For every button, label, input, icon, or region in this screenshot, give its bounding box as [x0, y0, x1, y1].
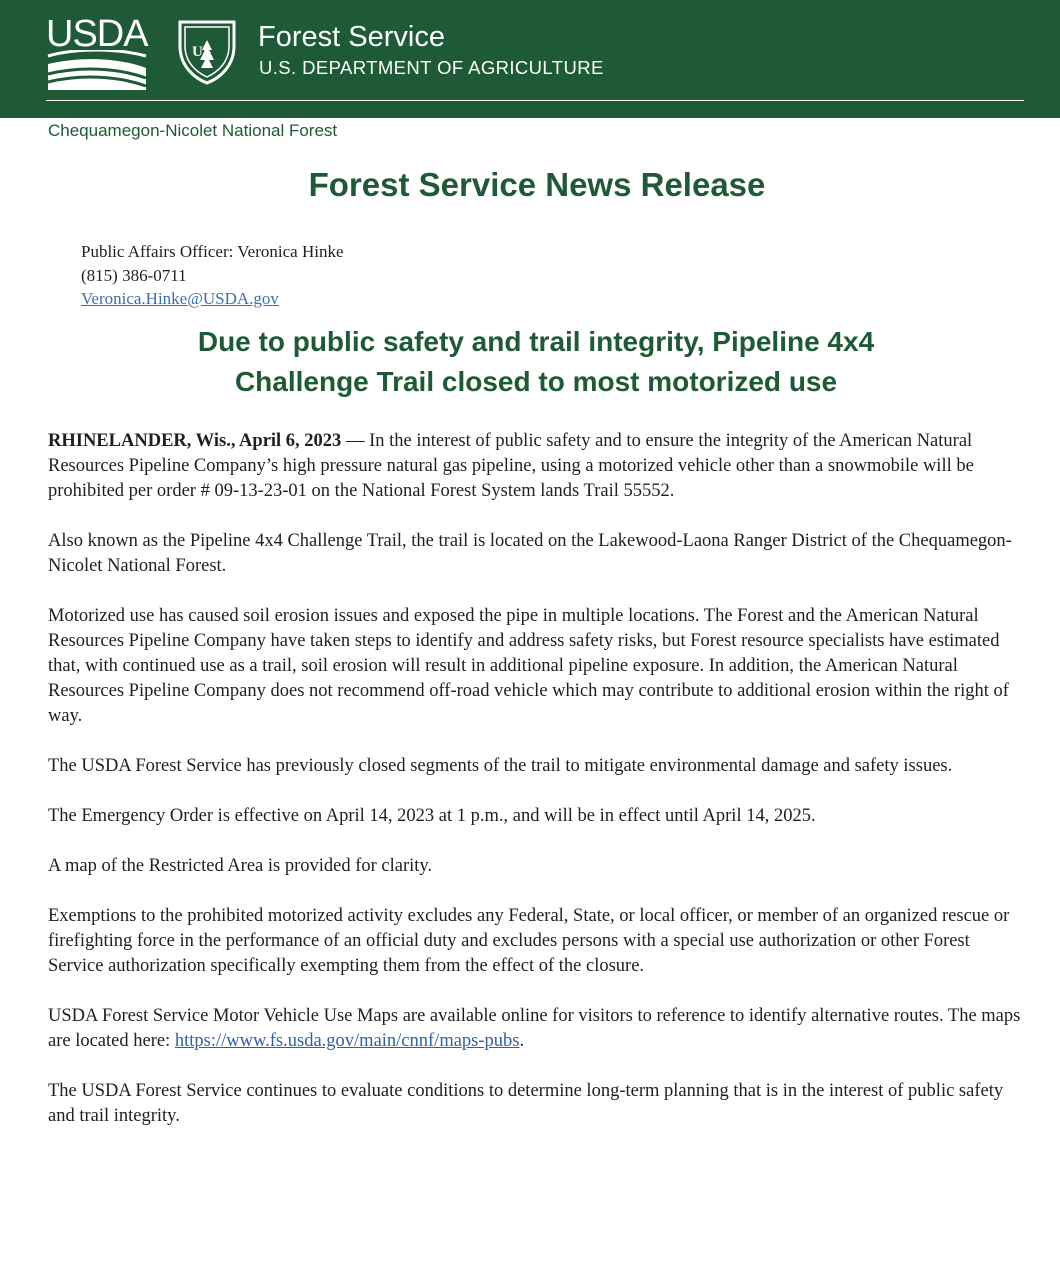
usda-logo — [46, 14, 150, 90]
forest-name: Chequamegon-Nicolet National Forest — [48, 121, 338, 140]
release-headline — [0, 322, 1060, 402]
headline-line-2: Challenge Trail closed to most motorized use — [234, 366, 838, 397]
shield-letters: US — [192, 44, 212, 60]
header-banner — [0, 0, 1060, 118]
department-name: U.S. DEPARTMENT OF AGRICULTURE — [259, 57, 604, 78]
agency-name: Forest Service — [258, 21, 445, 53]
paragraph-3: Motorized use has caused soil erosion issues and exposed the pipe in multiple locations. The Forest and the American Natural Resources Pipeline Company have taken steps to identify and address safety risks, but Forest resource specialists have estimated that, with continued use as a trail, soil erosion will result in additional pipeline exposure. In addition, the American Natural Resources Pipeline Company does not recommend off-road vehicle which may contribute to additional erosion within the right of way. — [48, 606, 1009, 726]
paragraph-8 — [48, 1004, 1028, 1054]
paragraph-8-end: . — [519, 1031, 525, 1051]
contact-email-link[interactable]: Veronica.Hinke@USDA.gov — [81, 289, 279, 308]
paragraph-5: The Emergency Order is effective on April 14, 2023 at 1 p.m., and will be in effect until April 14, 2025. — [48, 806, 816, 826]
paragraph-1-text: — In the interest of public safety and to ensure the integrity of the American Natural Resources Pipeline Company’s high pressure natural gas pipeline, using a motorized vehicle other than a snowmobile will be prohibited per order # 09-13-23-01 on the National Forest System lands Trail 55552. — [48, 431, 974, 501]
paragraph-1 — [48, 429, 1028, 504]
usda-swoosh-icon — [46, 50, 150, 92]
dateline: RHINELANDER, Wis., April 6, 2023 — [48, 431, 342, 451]
forest-service-shield-icon — [174, 16, 240, 86]
paragraph-8-text: USDA Forest Service Motor Vehicle Use Maps are available online for visitors to reference to identify alternative routes. The maps are located here: — [48, 1006, 1021, 1051]
paragraph-2: Also known as the Pipeline 4x4 Challenge Trail, the trail is located on the Lakewood-Laona Ranger District of the Chequamegon-Nicolet National Forest. — [48, 531, 1012, 576]
maps-link[interactable]: https://www.fs.usda.gov/main/cnnf/maps-pubs — [174, 1031, 520, 1051]
contact-phone: (815) 386-0711 — [81, 265, 187, 285]
contact-block — [81, 240, 344, 311]
usda-logo-text: USDA — [46, 13, 148, 55]
paragraph-4: The USDA Forest Service has previously closed segments of the trail to mitigate environmental damage and safety issues. — [48, 756, 953, 776]
banner-divider — [46, 100, 1024, 101]
paragraph-7: Exemptions to the prohibited motorized activity excludes any Federal, State, or local officer, or member of an organized rescue or firefighting force in the performance of an official duty and excludes persons with a special use authorization or other Forest Service authorization specifically exempting them from the effect of the closure. — [48, 906, 1010, 976]
contact-officer: Public Affairs Officer: Veronica Hinke — [81, 242, 344, 261]
news-release-title: Forest Service News Release — [308, 166, 766, 203]
paragraph-6: A map of the Restricted Area is provided for clarity. — [48, 856, 433, 876]
release-body — [48, 429, 1028, 1154]
paragraph-9: The USDA Forest Service continues to evaluate conditions to determine long-term planning that is in the interest of public safety and trail integrity. — [48, 1081, 1004, 1126]
headline-line-1: Due to public safety and trail integrity, Pipeline 4x4 — [197, 326, 875, 357]
